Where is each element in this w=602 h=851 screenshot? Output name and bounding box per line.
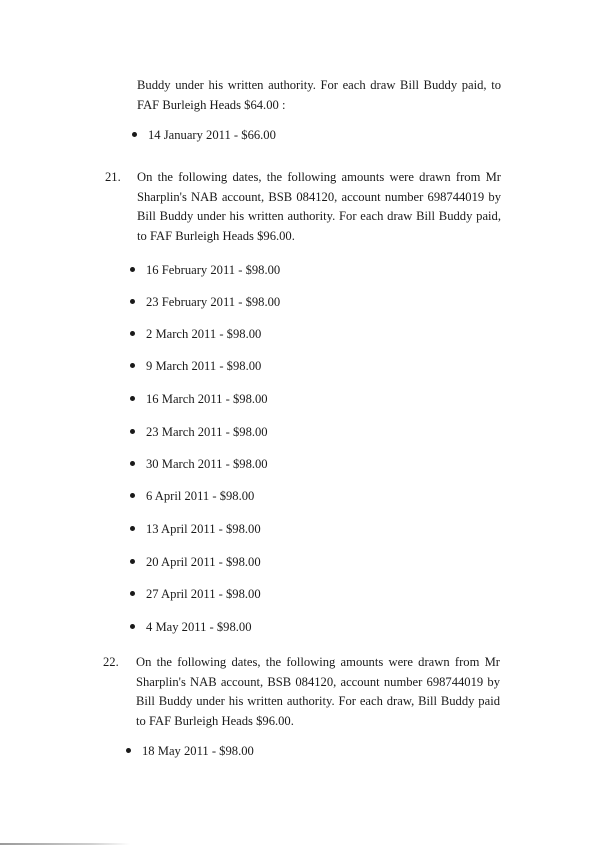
list-item xyxy=(146,554,261,570)
list-item-text: 13 April 2011 - $98.00 xyxy=(146,522,261,536)
list-item xyxy=(146,619,252,635)
paragraph-number-21: 21. xyxy=(105,170,121,184)
bullet-icon xyxy=(130,429,135,434)
list-item xyxy=(146,488,254,504)
bullet-icon xyxy=(130,363,135,368)
bullet-icon xyxy=(126,748,131,753)
bullet-icon xyxy=(130,331,135,336)
list-item xyxy=(142,743,254,759)
paragraph-22: On the following dates, the following amounts were drawn from Mr Sharplin's NAB account, BSB 084120, account number 698744019 by Bill Buddy under his written authority. For each draw, Bill Buddy paid to FAF Burleigh Heads $96.00. xyxy=(136,655,500,728)
list-item xyxy=(146,262,280,278)
bullet-icon xyxy=(130,526,135,531)
list-item xyxy=(146,586,261,602)
list-item-text: 14 January 2011 - $66.00 xyxy=(148,128,276,142)
bullet-icon xyxy=(130,591,135,596)
bullet-icon xyxy=(132,132,137,137)
bullet-icon xyxy=(130,559,135,564)
bullet-icon xyxy=(130,624,135,629)
paragraph-number-22: 22. xyxy=(103,655,119,669)
list-item-text: 16 February 2011 - $98.00 xyxy=(146,263,281,277)
footer-rule xyxy=(0,843,130,845)
list-item-text: 2 March 2011 - $98.00 xyxy=(146,327,262,341)
list-item xyxy=(148,127,276,143)
list-item-text: 23 March 2011 - $98.00 xyxy=(146,425,268,439)
list-item-text: 18 May 2011 - $98.00 xyxy=(142,744,254,758)
list-item xyxy=(146,391,268,407)
list-item-text: 27 April 2011 - $98.00 xyxy=(146,587,261,601)
list-item xyxy=(146,424,268,440)
list-item-text: 30 March 2011 - $98.00 xyxy=(146,457,268,471)
list-item-text: 4 May 2011 - $98.00 xyxy=(146,620,252,634)
list-item xyxy=(146,358,261,374)
bullet-icon xyxy=(130,396,135,401)
bullet-icon xyxy=(130,461,135,466)
list-item-text: 23 February 2011 - $98.00 xyxy=(146,295,281,309)
bullet-icon xyxy=(130,493,135,498)
list-item-text: 20 April 2011 - $98.00 xyxy=(146,555,261,569)
paragraph-21: On the following dates, the following amounts were drawn from Mr Sharplin's NAB account, BSB 084120, account number 698744019 by Bill Buddy under his written authority. For each draw Bill Buddy paid, to FAF Burleigh Heads $96.00. xyxy=(137,170,501,243)
list-item xyxy=(146,456,268,472)
list-item xyxy=(146,326,261,342)
bullet-icon xyxy=(130,299,135,304)
list-item xyxy=(146,521,261,537)
list-item xyxy=(146,294,280,310)
list-item-text: 6 April 2011 - $98.00 xyxy=(146,489,255,503)
list-item-text: 9 March 2011 - $98.00 xyxy=(146,359,262,373)
list-item-text: 16 March 2011 - $98.00 xyxy=(146,392,268,406)
bullet-icon xyxy=(130,267,135,272)
continuation-paragraph: Buddy under his written authority. For each draw Bill Buddy paid, to FAF Burleigh Heads $64.00 : xyxy=(137,78,501,112)
